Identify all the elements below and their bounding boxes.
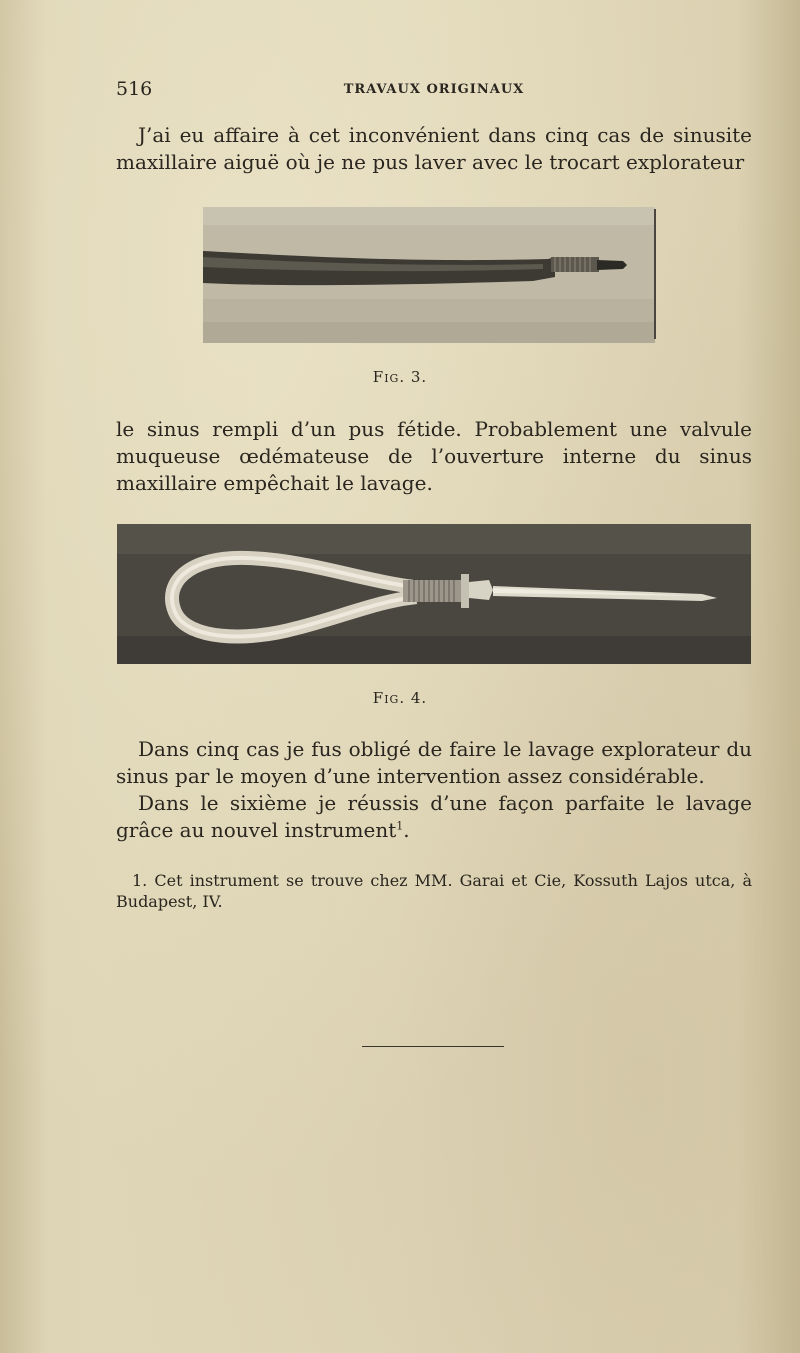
paragraph-3: Dans cinq cas je fus obligé de faire le lavage explorateur du sinus par le moyen d’une intervention assez considérable. <box>116 737 752 788</box>
figure-4-photo <box>117 524 751 664</box>
footnote-number: 1. <box>132 871 148 890</box>
footnote-reference: 1 <box>396 819 404 833</box>
page-number: 516 <box>116 78 153 100</box>
trocar-image <box>203 207 655 343</box>
paragraph-1: J’ai eu affaire à cet inconvénient dans cinq cas de sinusite maxillaire aiguë où je ne pus laver avec le trocart explorateur <box>116 123 752 174</box>
footnote-text: Cet instrument se trouve chez MM. Garai et Cie, Kossuth Lajos utca, à Budapest, IV. <box>116 871 752 911</box>
paragraph-4 <box>116 790 752 844</box>
paragraph-2: le sinus rempli d’un pus fétide. Probablement une valvule muqueuse œdémateuse de l’ouverture interne du sinus maxillaire empêchait le lavage. <box>116 417 752 495</box>
figure-4-caption: Fig. 4. <box>372 689 428 707</box>
paragraph-4-end: . <box>403 818 410 842</box>
running-head: TRAVAUX ORIGINAUX <box>343 82 525 97</box>
ring-instrument-image <box>117 524 751 664</box>
footnote <box>116 870 752 912</box>
end-rule <box>362 1046 504 1047</box>
page-header <box>116 78 752 102</box>
figure-3-border <box>654 209 656 339</box>
paragraph-4-text: Dans le sixième je réussis d’une façon parfaite le lavage grâce au nouvel instrument <box>116 791 752 842</box>
figure-3-photo <box>203 207 655 343</box>
figure-3-caption: Fig. 3. <box>372 368 428 386</box>
